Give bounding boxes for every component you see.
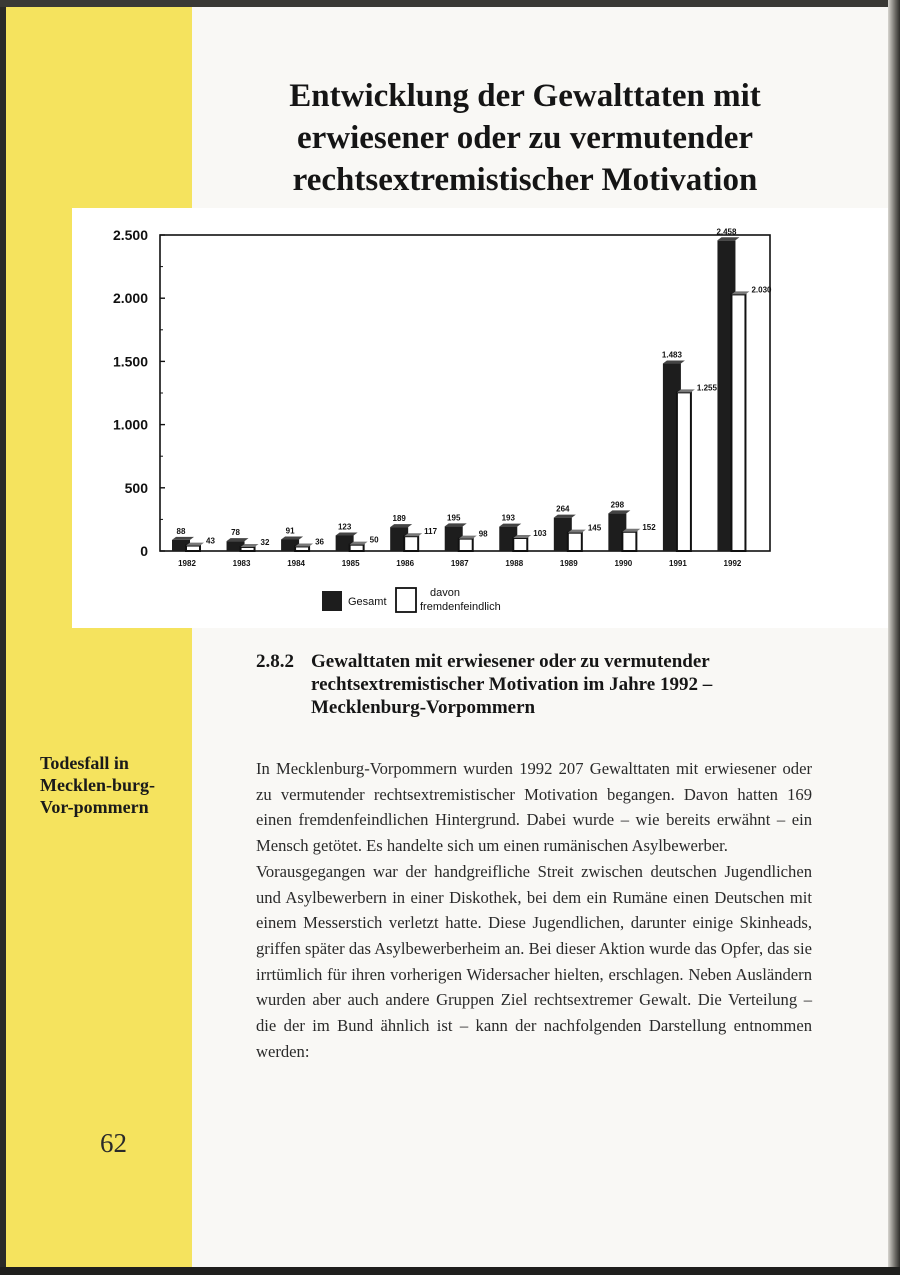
bar-fremdenfeindlich [622,532,636,551]
bar-gesamt-value-label: 189 [392,514,406,524]
y-tick-label: 1.000 [112,416,148,433]
bar-gesamt-top [227,538,249,541]
section-number: 2.8.2 [256,651,294,672]
bar-gesamt-value-label: 88 [176,526,186,536]
bar-fremdenfeindlich-value-label: 32 [260,537,270,547]
bar-fremdenfeindlich-value-label: 145 [587,523,602,533]
y-tick-label: 1.500 [112,353,148,370]
legend-fremdenfeindlich-label-line-1: davon [430,587,460,599]
bar-fremdenfeindlich [404,536,418,551]
bar-fremdenfeindlich [568,533,582,551]
legend-gesamt-label: Gesamt [348,596,387,608]
x-tick-label: 1985 [341,559,360,568]
section-title-line-1: Gewalttaten mit erwiesener oder zu vermutender [311,651,710,672]
body-text [256,756,812,1064]
bar-fremdenfeindlich [459,539,473,551]
y-tick-label: 500 [124,479,148,496]
bar-gesamt-value-label: 2.458 [716,227,737,237]
bar-gesamt-top [717,237,739,240]
bar-gesamt-top [390,524,412,527]
x-tick-label: 1982 [178,559,196,568]
bar-fremdenfeindlich-value-label: 103 [533,528,547,538]
bar-fremdenfeindlich [731,294,745,551]
section-title-line-3: Mecklenburg-Vorpommern [311,697,536,718]
bar-gesamt-value-label: 193 [501,513,515,523]
x-tick-label: 1990 [614,559,633,568]
y-tick-label: 0 [140,543,148,559]
legend-fremdenfeindlich-swatch [396,588,416,612]
section-heading [256,650,836,719]
x-tick-label: 1989 [559,559,578,568]
section-title-line-2: rechtsextremistischer Motivation im Jahre 1992 – [311,674,713,695]
paragraph-2: Vorausgegangen war der handgreifliche Streit zwischen deutschen Jugendlichen und Asylbewerbern in einer Diskothek, bei dem ein Rumäne einen Deutschen mit einem Messerstich verletzt hatte. Diese Jugendlichen, darunter einige Skinheads, griffen später das Asylbewerberheim an. Bei dieser Aktion wurde das Opfer, das sie irrtümlich für ihren vorherigen Widersacher hielten, erschlagen. Neben Ausländern wurden aber auch andere Gruppen Ziel rechtsextremer Gewalt. Die Verteilung – die der im Bund ähnlich ist – kann der nachfolgenden Darstellung entnommen werden: [256,861,812,1061]
x-tick-label: 1992 [723,559,742,568]
bar-fremdenfeindlich-value-label: 50 [369,535,379,545]
bar-chart [90,215,790,625]
bar-fremdenfeindlich-value-label: 117 [424,527,438,537]
bar-gesamt-top [608,510,630,513]
bar-gesamt-top [281,536,303,539]
bar-gesamt-top [336,532,358,535]
y-tick-label: 2.500 [112,227,148,243]
bar-fremdenfeindlich-value-label: 36 [315,537,324,547]
page-top-edge [0,0,900,7]
bar-fremdenfeindlich [295,546,309,551]
bar-fremdenfeindlich-value-label: 152 [642,522,656,532]
x-tick-label: 1984 [287,559,305,568]
bar-gesamt-value-label: 1.483 [661,350,682,360]
bar-fremdenfeindlich [350,545,364,551]
bar-gesamt-value-label: 195 [447,513,461,523]
bar-fremdenfeindlich-value-label: 98 [478,529,488,539]
page-title: Entwicklung der Gewalttaten mit erwiesener oder zu vermutender rechtsextremistischer Motivation [289,78,761,198]
bar-fremdenfeindlich [677,392,691,551]
page-left-edge [0,0,6,1275]
bar-gesamt-value-label: 264 [556,504,570,514]
x-tick-label: 1987 [450,559,469,568]
bar-gesamt-top [172,537,194,540]
page-bottom-edge [0,1267,900,1275]
margin-heading: Todesfall in Mecklen-burg-Vor-pommern [40,753,155,817]
bar-fremdenfeindlich-value-label: 1.255 [696,383,717,393]
bar-gesamt-value-label: 78 [231,528,240,538]
x-tick-label: 1991 [669,559,687,568]
bar-fremdenfeindlich-value-label: 2.030 [751,285,772,295]
legend-fremdenfeindlich-label-line-2: fremdenfeindlich [420,601,501,613]
paragraph-1: In Mecklenburg-Vorpommern wurden 1992 207 Gewalttaten mit erwiesener oder zu vermutender rechtsextremistischer Motivation begangen. Davon hatten 169 einen fremdenfeindlichen Hintergrund. Dabei wurde – wie bereits erwähnt – ein Mensch getötet. Es handelte sich um einen rumänischen Asylbewerber. [256,759,812,856]
bar-gesamt-top [554,515,576,518]
y-tick-label: 2.000 [112,290,148,307]
bar-gesamt-top [499,524,521,527]
bar-fremdenfeindlich [513,538,527,551]
x-tick-label: 1986 [396,559,415,568]
bar-gesamt-top [663,361,685,364]
bar-fremdenfeindlich [241,547,255,551]
bar-gesamt-top [445,523,467,526]
bar-gesamt-value-label: 91 [285,526,295,536]
x-tick-label: 1983 [232,559,251,568]
bar-fremdenfeindlich [186,546,200,551]
bar-fremdenfeindlich-value-label: 43 [206,536,215,546]
bar-gesamt-value-label: 123 [337,522,352,532]
legend-gesamt-swatch [322,591,342,611]
page-right-edge [888,0,900,1275]
bar-gesamt-value-label: 298 [610,500,625,510]
x-tick-label: 1988 [505,559,524,568]
page-number: 62 [100,1128,127,1158]
yellow-margin-bar [6,7,192,1267]
